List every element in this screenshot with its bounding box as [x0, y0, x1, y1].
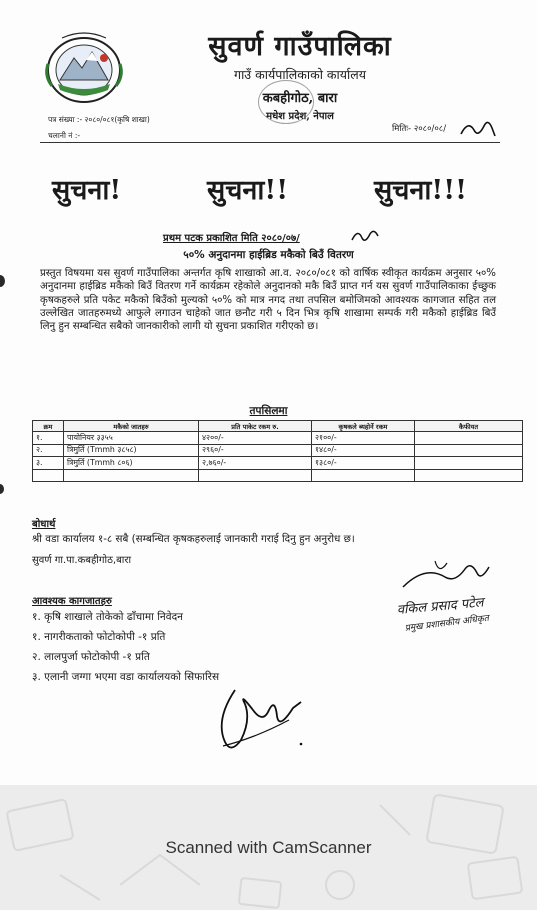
municipality-name: सुवर्ण गाउँपालिका — [208, 31, 392, 62]
cell-serial — [33, 469, 64, 482]
seed-distribution-table — [32, 420, 523, 482]
cell-variety — [64, 469, 199, 482]
document-item: १. कृषि शाखाले तोकेको ढाँचामा निवेदन — [32, 611, 183, 623]
notice-heading-1: सुचना! — [52, 175, 122, 206]
document-item: २. लालपुर्जा फोटोकोपी -१ प्रति — [32, 651, 150, 663]
handwritten-signature — [205, 680, 315, 760]
schedule-title: तपसिलमा — [249, 405, 288, 417]
notice-subject: ५०% अनुदानमा हाईब्रिड मकैको बिउँ वितरण — [183, 249, 354, 261]
bodhartha-line-1: श्री वडा कार्यालय १-८ सबै (सम्बन्धित कृषकहरुलाई जानकारी गराई दिनु हुन अनुरोध छ। — [32, 533, 355, 545]
bodhartha-line-2: सुवर्ण गा.पा.कबहीगोठ,बारा — [32, 555, 132, 566]
table-row — [33, 457, 523, 470]
table-row — [33, 444, 523, 457]
cell-price — [199, 469, 312, 482]
handwritten-publish-mark — [350, 226, 380, 246]
cell-variety: त्रिमुर्ति (Tmmh ३८५८) — [64, 444, 199, 457]
signatory-name: वकिल प्रसाद पटेल — [396, 595, 485, 618]
cell-farmer-share: १३८०/- — [312, 457, 415, 470]
bodhartha-heading: बोधार्थ — [32, 519, 56, 530]
office-name: गाउँ कार्यपालिकाको कार्यालय — [234, 67, 366, 82]
municipality-emblem-logo — [42, 30, 126, 106]
office-address: कबहीगोठ, बारा — [262, 91, 338, 106]
binder-hole-mark — [0, 484, 4, 494]
cell-remarks — [415, 444, 523, 457]
cell-variety: पायोनियर ३३५५ — [64, 432, 199, 445]
letter-date: मितिः- २०८०/०८/ — [392, 124, 447, 134]
cell-variety: त्रिमुर्ति (Tmmh ८०६) — [64, 457, 199, 470]
binder-hole-mark — [0, 275, 5, 287]
reference-number: पत्र संख्या :- २०८०/०८१(कृषि शाखा) — [48, 115, 150, 124]
cell-serial: ३. — [33, 457, 64, 470]
notice-body-paragraph: प्रस्तुत विषयमा यस सुवर्ण गाउँपालिका अन्तर्गत कृषि शाखाको आ.व. २०८०/०८१ को वार्षिक स्वीकृत कार्यक्रम अनुसार ५०% अनुदानमा हाईब्रिड मकैको बिउँ वितरण गर्ने कार्यक्रम रहेकोले अनुदानको मकै बिउँ प्राप्त गर्न यस सुवर्ण गाउँपालिकाका ईच्छुक कृषकहरुले प्रति पकेट मकैको बिउँको मुल्यको ५०% को मात्र नगद तथा तपसिल बमोजिमको आवश्यक कागजात सहित तल उल्लेखित जातहरुमध्ये आफुले लगाउन चाहेको जात छनौट गरी ५ दिन भित्र कृषि शाखामा सम्पर्क गरी मकैको हाईब्रिड बिउँ लिनु हुन सम्बन्धित सबैको जानकारीको लागी यो सुचना प्रकाशित गरीएको छ। — [40, 268, 496, 333]
cell-remarks — [415, 469, 523, 482]
dispatch-number: चलानी नं :- — [48, 131, 81, 140]
notice-heading-3: सुचना!!! — [374, 175, 467, 206]
cell-price: २,७६०/- — [199, 457, 312, 470]
office-region: मधेश प्रदेश, नेपाल — [266, 111, 334, 122]
officer-signature — [395, 555, 495, 595]
documents-heading: आवश्यक कागजातहरु — [32, 596, 112, 607]
notice-heading-2: सुचना!! — [207, 175, 289, 206]
first-published-date: प्रथम पटक प्रकाशित मिति २०८०/०७/ — [163, 233, 300, 244]
cell-farmer-share — [312, 469, 415, 482]
document-item: १. नागरीकताको फोटोकोपी -१ प्रति — [32, 631, 166, 643]
table-header-row — [33, 421, 523, 432]
header-divider — [40, 142, 500, 143]
table-row — [33, 432, 523, 445]
handwritten-date-mark — [458, 116, 498, 142]
cell-serial: १. — [33, 432, 64, 445]
cell-remarks — [415, 432, 523, 445]
office-seal-stamp — [258, 80, 314, 124]
table-row — [33, 469, 523, 482]
col-header-serial: क्रम — [33, 421, 64, 432]
col-header-farmer-share: कृषकले ब्यहोर्ने रकम — [312, 421, 415, 432]
cell-farmer-share: २१००/- — [312, 432, 415, 445]
camscanner-watermark-text: Scanned with CamScanner — [165, 838, 372, 857]
document-item: ३. एलानी जग्गा भएमा वडा कार्यालयको सिफारिस — [32, 671, 220, 683]
col-header-remarks: कैफीयत — [415, 421, 523, 432]
signatory-title: प्रमुख प्रशासकीय अधिकृत — [404, 613, 490, 634]
col-header-variety: मकैको जातहरु — [64, 421, 199, 432]
col-header-price: प्रति पाकेट रकम रु. — [199, 421, 312, 432]
cell-remarks — [415, 457, 523, 470]
cell-farmer-share: १४८०/- — [312, 444, 415, 457]
cell-price: २९६०/- — [199, 444, 312, 457]
cell-serial: २. — [33, 444, 64, 457]
cell-price: ४२००/- — [199, 432, 312, 445]
